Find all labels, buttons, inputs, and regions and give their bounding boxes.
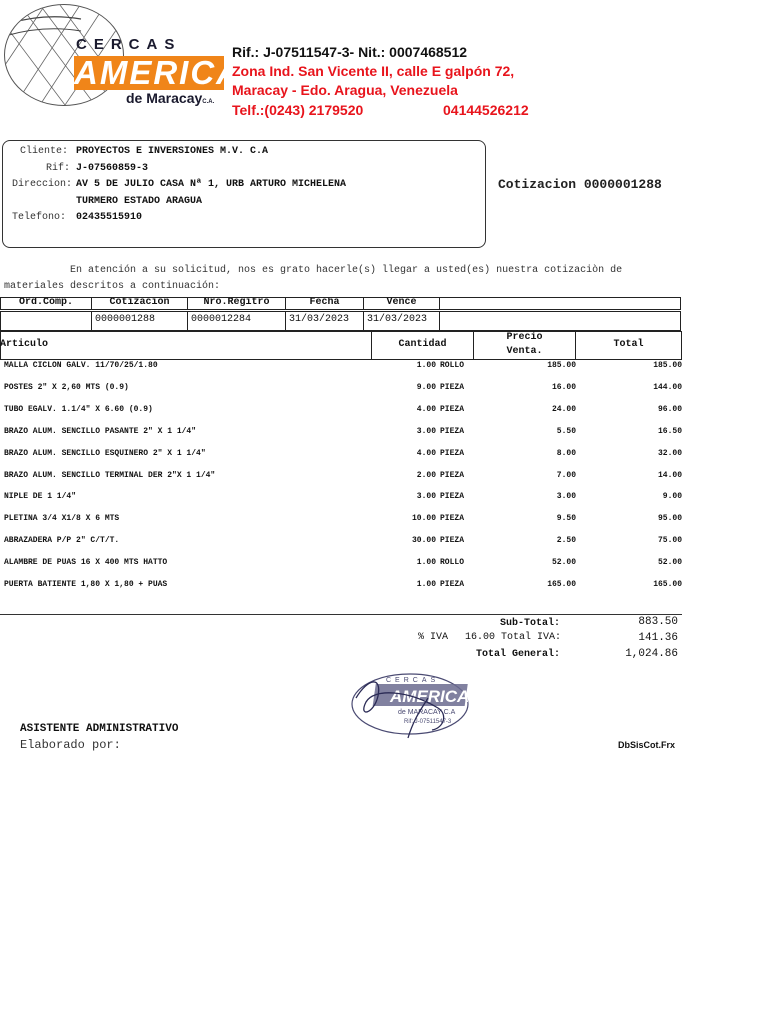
item-total: 165.00	[653, 580, 682, 589]
ref-value-registro: 0000012284	[187, 311, 286, 331]
item-quantity: 30.00	[411, 536, 436, 545]
item-description: BRAZO ALUM. SENCILLO PASANTE 2" X 1 1/4"	[4, 427, 197, 436]
ref-header-vence: Vence	[363, 297, 440, 310]
items-header-cantidad: Cantidad	[398, 339, 447, 350]
client-address-line1: AV 5 DE JULIO CASA Nª 1, URB ARTURO MICHELENA	[76, 179, 347, 190]
item-price: 8.00	[556, 449, 576, 458]
iva-value: 141.36	[638, 632, 678, 644]
client-name: PROYECTOS E INVERSIONES M.V. C.A	[76, 146, 269, 157]
client-phone-label: Telefono:	[12, 212, 67, 223]
quote-title: Cotizacion 0000001288	[498, 177, 662, 192]
item-description: PLETINA 3/4 X1/8 X 6 MTS	[4, 514, 120, 523]
company-stamp	[348, 668, 478, 742]
item-description: TUBO EGALV. 1.1/4" X 6.60 (0.9)	[4, 405, 153, 414]
item-quantity: 2.00	[416, 471, 436, 480]
stamp-signature-icon	[348, 668, 478, 742]
item-unit: PIEZA	[440, 536, 465, 545]
file-reference: DbSisCot.Frx	[618, 740, 676, 750]
item-quantity: 1.00	[416, 580, 436, 589]
client-phone: 02435515910	[76, 212, 143, 223]
ref-header-ord-comp: Ord.Comp.	[0, 297, 92, 310]
logo-text-maracay	[126, 90, 214, 106]
iva-prefix: % IVA	[418, 632, 449, 643]
company-phone: Telf.:(0243) 2179520	[232, 102, 364, 118]
client-label: Cliente:	[20, 146, 69, 157]
item-unit: ROLLO	[440, 558, 465, 567]
item-unit: PIEZA	[440, 471, 465, 480]
company-mobile: 04144526212	[443, 102, 529, 118]
stamp-text-rif: Rif: J-07511547-3	[404, 719, 452, 725]
ref-value-vence: 31/03/2023	[363, 311, 440, 331]
items-header-total: Total	[613, 339, 644, 350]
intro-line1: En atención a su solicitud, nos es grato hacerle(s) llegar a usted(es) nuestra cotizaciòn de	[70, 265, 623, 276]
item-total: 14.00	[657, 471, 682, 480]
total-general-label: Total General:	[475, 649, 560, 660]
client-rif: J-07560859-3	[76, 163, 149, 174]
item-unit: PIEZA	[440, 514, 465, 523]
client-address-label: Direccion:	[12, 179, 73, 190]
logo-sub-text: de Maracay	[126, 90, 203, 106]
logo-text-cercas: CERCAS	[76, 36, 182, 53]
item-quantity: 1.00	[416, 558, 436, 567]
item-price: 52.00	[551, 558, 576, 567]
item-price: 9.50	[556, 514, 576, 523]
item-quantity: 9.00	[416, 383, 436, 392]
item-price: 16.00	[551, 383, 576, 392]
logo-text-america: AMERICA	[74, 54, 242, 91]
item-price: 7.00	[556, 471, 576, 480]
item-total: 32.00	[657, 449, 682, 458]
item-quantity: 1.00	[416, 361, 436, 370]
logo-ca-text: C.A.	[202, 99, 215, 105]
item-total: 95.00	[657, 514, 682, 523]
ref-value-ord-comp	[0, 311, 92, 331]
item-unit: ROLLO	[440, 361, 465, 370]
subtotal-label: Sub-Total:	[499, 618, 560, 629]
company-address-line1: Zona Ind. San Vicente II, calle E galpón 72,	[232, 63, 515, 79]
item-description: BRAZO ALUM. SENCILLO ESQUINERO 2" X 1 1/4"	[4, 449, 206, 458]
company-rif: Rif.: J-07511547-3- Nit.: 0007468512	[232, 44, 468, 60]
total-general-value: 1,024.86	[625, 648, 678, 660]
items-header-articulo: Articulo	[0, 339, 49, 350]
iva-label: Total IVA:	[501, 632, 562, 643]
item-description: ALAMBRE DE PUAS 16 X 400 MTS HATTO	[4, 558, 168, 567]
item-price: 185.00	[547, 361, 576, 370]
item-unit: PIEZA	[440, 449, 465, 458]
ref-value-fecha: 31/03/2023	[285, 311, 364, 331]
item-price: 5.50	[556, 427, 576, 436]
ref-value-cotizacion: 0000001288	[91, 311, 188, 331]
item-unit: PIEZA	[440, 405, 465, 414]
stamp-text-top: CERCAS	[386, 677, 440, 684]
item-total: 96.00	[657, 405, 682, 414]
item-total: 9.00	[662, 492, 682, 501]
stamp-text-main: AMERICA	[390, 687, 470, 706]
item-total: 144.00	[653, 383, 682, 392]
item-description: ABRAZADERA P/P 2" C/T/T.	[4, 536, 120, 545]
item-unit: PIEZA	[440, 427, 465, 436]
client-address-line2: TURMERO ESTADO ARAGUA	[76, 196, 203, 207]
item-quantity: 3.00	[416, 492, 436, 501]
ref-header-cotizacion: Cotizacion	[91, 297, 188, 310]
ref-header-blank	[439, 297, 681, 310]
totals-divider	[0, 614, 682, 615]
item-price: 3.00	[556, 492, 576, 501]
item-total: 52.00	[657, 558, 682, 567]
item-total: 185.00	[653, 361, 682, 370]
signer-role: ASISTENTE ADMINISTRATIVO	[20, 723, 179, 735]
items-header-venta: Venta.	[506, 346, 543, 357]
ref-header-fecha: Fecha	[285, 297, 364, 310]
intro-line2: materiales descritos a continuación:	[4, 281, 221, 292]
item-description: PUERTA BATIENTE 1,80 X 1,80 + PUAS	[4, 580, 168, 589]
items-header-precio: Precio	[506, 332, 543, 343]
logo-orange-band	[74, 54, 242, 91]
item-price: 2.50	[556, 536, 576, 545]
item-quantity: 4.00	[416, 449, 436, 458]
item-total: 16.50	[657, 427, 682, 436]
item-description: POSTES 2" X 2,60 MTS (0.9)	[4, 383, 129, 392]
iva-rate: 16.00	[465, 632, 496, 643]
item-unit: PIEZA	[440, 492, 465, 501]
item-price: 24.00	[551, 405, 576, 414]
item-quantity: 10.00	[411, 514, 436, 523]
prepared-by-label: Elaborado por:	[20, 738, 121, 752]
item-description: NIPLE DE 1 1/4"	[4, 492, 77, 501]
item-unit: PIEZA	[440, 383, 465, 392]
item-description: BRAZO ALUM. SENCILLO TERMINAL DER 2"X 1 1/4"	[4, 471, 216, 480]
item-price: 165.00	[547, 580, 576, 589]
item-unit: PIEZA	[440, 580, 465, 589]
item-description: MALLA CICLON GALV. 11/70/25/1.80	[4, 361, 158, 370]
subtotal-value: 883.50	[638, 616, 678, 628]
ref-header-registro: Nro.Regitro	[187, 297, 286, 310]
item-quantity: 4.00	[416, 405, 436, 414]
ref-value-blank	[439, 311, 681, 331]
stamp-text-sub: de MARACAY C.A	[398, 709, 456, 716]
company-address-line2: Maracay - Edo. Aragua, Venezuela	[232, 82, 458, 98]
client-rif-label: Rif:	[46, 163, 71, 174]
item-quantity: 3.00	[416, 427, 436, 436]
item-total: 75.00	[657, 536, 682, 545]
